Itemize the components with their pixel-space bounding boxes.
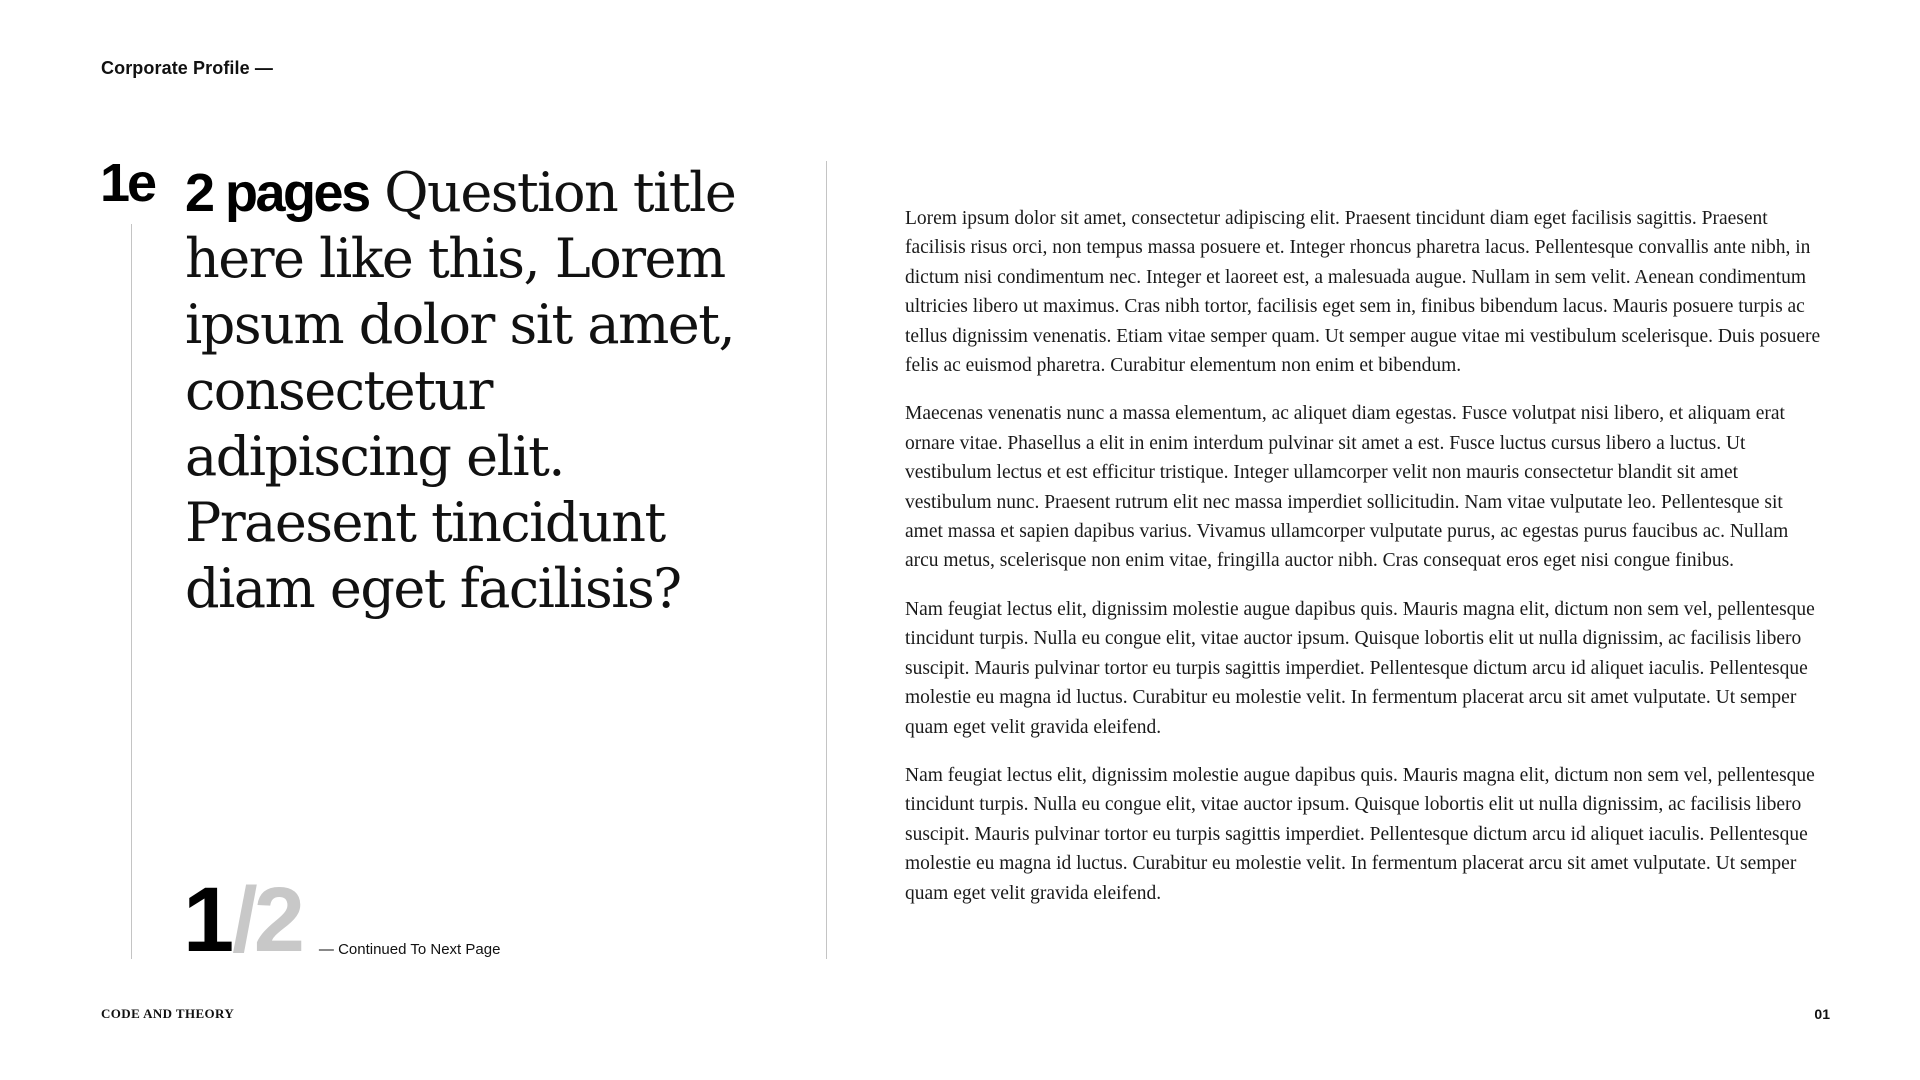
question-title-lead: 2 pages [185,163,369,223]
body-paragraph: Nam feugiat lectus elit, dignissim molestie augue dapibus quis. Mauris magna elit, dictum non sem vel, pellentesque tincidunt turpis. Nulla eu congue elit, vitae auctor ipsum. Quisque lobortis elit ut nulla dignissim, ac facilisis libero suscipit. Mauris pulvinar tortor eu turpis sagittis imperdiet. Pellentesque dictum arcu id aliquet iaculis. Pellentesque molestie eu magna id luctus. Curabitur eu molestie velit. In fermentum placerat arcu sit amet vulputate. Ut semper quam eget velit gravida eleifend. [905,598,1815,738]
footer-brand: CODE AND THEORY [101,1006,235,1021]
body-paragraph: Nam feugiat lectus elit, dignissim molestie augue dapibus quis. Mauris magna elit, dictum non sem vel, pellentesque tincidunt turpis. Nulla eu congue elit, vitae auctor ipsum. Quisque lobortis elit ut nulla dignissim, ac facilisis libero suscipit. Mauris pulvinar tortor eu turpis sagittis imperdiet. Pellentesque dictum arcu id aliquet iaculis. Pellentesque molestie eu magna id luctus. Curabitur eu molestie velit. In fermentum placerat arcu sit amet vulputate. Ut semper quam eget velit gravida eleifend. [905,764,1815,904]
left-divider [131,224,132,959]
question-title-text: Question title here like this, Lorem ipsum dolor sit amet, consectetur adipiscing elit. Praesent tincidunt diam eget facilisis? [185,161,736,620]
footer-page-number: 01 [1814,1006,1830,1022]
page-counter-total: 2 [253,869,301,971]
continued-note: — Continued To Next Page [318,941,501,958]
center-divider [826,161,827,959]
body-paragraph: Maecenas venenatis nunc a massa elementum, ac aliquet diam egestas. Fusce volutpat nisi libero, et aliquam erat ornare vitae. Phasellus a elit in enim interdum pulvinar sit amet a est. Fusce luctus cursus libero a luctus. Ut vestibulum lectus et est efficitur tristique. Integer ullamcorper velit non mauris consectetur blandit sit amet vestibulum nunc. Praesent rutrum elit nec massa imperdiet sollicitudin. Nam vitae vulputate leo. Pellentesque sit amet massa et sapien dapibus varius. Vivamus ullamcorper vulputate purus, ac egestas purus faucibus ac. Nullam arcu metus, scelerisque non enim vitae, fringilla auctor nibh. Cras consequat eros eget nisi congue finibus. [905,403,1789,572]
page-counter [183,869,501,971]
page-counter-slash: / [232,869,254,971]
body-paragraph: Lorem ipsum dolor sit amet, consectetur adipiscing elit. Praesent tincidunt diam eget facilisis sagittis. Praesent facilisis risus orci, non tempus massa posuere et. Integer rhoncus pharetra lacus. Pellentesque convallis ante nibh, in dictum nisi condimentum nec. Integer et laoreet est, a malesuada augue. Nullam in sem velit. Aenean condimentum ultricies libero ut maximus. Cras nibh tortor, facilisis eget sem in, finibus bibendum lacus. Mauris posuere turpis ac tellus dignissim venenatis. Etiam vitae semper quam. Ut semper augue vitae mi vestibulum scelerisque. Duis posuere felis ac euismod pharetra. Curabitur elementum non enim et bibendum. [905,208,1821,377]
page-counter-current: 1 [183,869,231,971]
section-label: Corporate Profile — [101,58,273,78]
question-title [185,160,765,622]
body-copy [905,204,1825,927]
question-number: 1e [100,153,155,213]
